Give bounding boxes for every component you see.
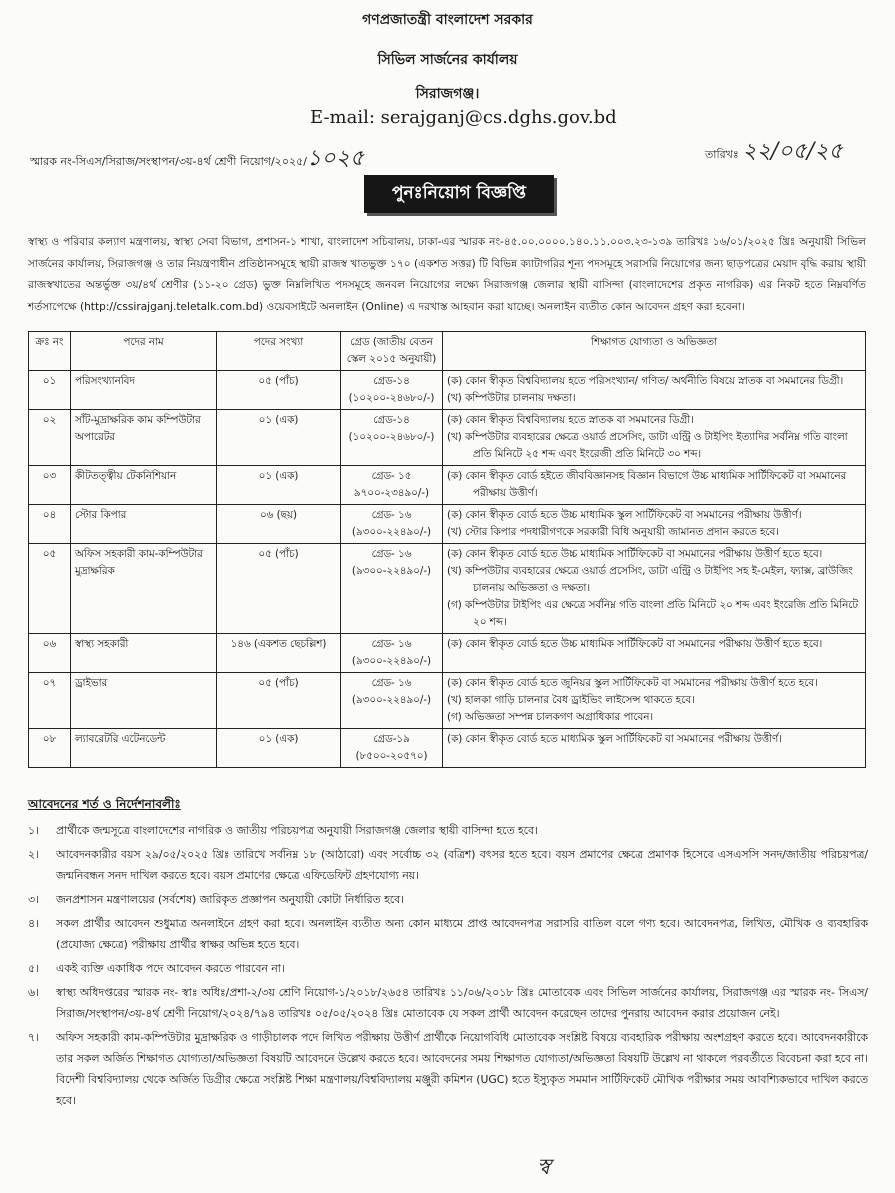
cell-serial <box>29 410 71 466</box>
condition-number: ৩। <box>28 893 39 906</box>
cell-grade <box>341 634 443 673</box>
serial-text: ০৭ <box>42 677 57 689</box>
date-value: ২২/০৫/২৫ <box>742 139 843 164</box>
post-count: ০১ (এক) <box>258 470 299 482</box>
qualification-item: (খ) কম্পিউটার ব্যবহারের ক্ষেত্রে ওয়ার্ড প্রসেসিং, ডাটা এন্ট্রি ও টাইপিং ইত্যাদির সর্বনিম্ন গতি বাংলা প্রতি মিনিটে ২৫ শব্দ এবং ইংরেজী প্রতি মিনিটে ৩০ শব্দ। <box>447 431 848 460</box>
grade-text: গ্রেড-১৪ <box>373 414 410 426</box>
table-row <box>29 729 866 768</box>
cell-grade <box>341 371 443 410</box>
qualification-item: (ক) কোন স্বীকৃত বোর্ড হইতে জীববিজ্ঞানসহ বিজ্ঞান বিভাগে উচ্চ মাধ্যমিক সার্টিফিকেট বা সমমানের পরীক্ষায় উত্তীর্ণ। <box>447 470 847 499</box>
cell-post <box>71 410 217 466</box>
condition-number: ৬। <box>28 986 39 999</box>
cell-count <box>217 371 341 410</box>
post-count: ০৫ (পাঁচ) <box>258 375 299 387</box>
condition-text: আবেদনকারীর বয়স ২৯/০৫/২০২৫ খ্রিঃ তারিখে সর্বনিম্ন ১৮ (আঠারো) এবং সর্বোচ্চ ৩২ (বত্রিশ) বৎসর হতে হবে। বয়স প্রমাণের ক্ষেত্রে প্রমাণক হিসেবে এসএসসি সনদ/জাতীয় পরিচয়পত্র/জন্মনিবন্ধন সনদ দাখিল করতে হবে। বয়স প্রমাণের ক্ষেত্রে এফিডেফিট গ্রহণযোগ্য নয়। <box>56 848 868 882</box>
post-count: ০৫ (পাঁচ) <box>258 548 299 560</box>
condition-item <box>28 844 868 886</box>
post-name: স্বাস্থ্য সহকারী <box>75 638 129 650</box>
serial-text: ০৬ <box>42 638 57 650</box>
condition-item <box>28 1027 868 1111</box>
table-row <box>29 505 866 544</box>
pay-scale: (১০২০০-২৪৬৮০/-) <box>348 392 435 404</box>
condition-number: ৭। <box>28 1031 39 1044</box>
memo-text: স্মারক নং-সিএস/সিরাজ/সংস্থাপন/৩য়-৪র্থ শ্রেণী নিয়োগ/২০২৫/ <box>30 155 307 168</box>
pay-scale: (১০২০০-২৪৬৮০/-) <box>348 431 435 443</box>
qualification-item: (ক) কোন স্বীকৃত বোর্ড হতে উচ্চ মাধ্যমিক স্কুল সার্টিফিকেট বা সমমানের পরীক্ষায় উত্তীর্ণ। <box>447 509 802 521</box>
grade-text: গ্রেড- ১৬ <box>371 638 412 650</box>
condition-text: একই ব্যক্তি একাধিক পদে আবেদন করতে পারবেন না। <box>56 962 285 975</box>
conditions-title: আবেদনের শর্ত ও নির্দেশনাবলীঃ <box>28 797 181 811</box>
cell-post <box>71 673 217 729</box>
cell-serial <box>29 505 71 544</box>
memo-number: ১০২৫ <box>306 146 365 171</box>
govt-title: গণপ্রজাতন্ত্রী বাংলাদেশ সরকার <box>362 12 533 28</box>
cell-qualification <box>443 505 866 544</box>
condition-item <box>28 913 868 955</box>
condition-number: ৫। <box>28 962 39 975</box>
cell-grade <box>341 410 443 466</box>
cell-serial <box>29 371 71 410</box>
condition-number: ৪। <box>28 917 39 930</box>
pay-scale: (৯৩০০-২২৪৯০/-) <box>351 565 432 577</box>
district-title: সিরাজগঞ্জ। <box>415 86 480 102</box>
qualification-item: (গ) অভিজ্ঞতা সম্পন্ন চালকগণ অগ্রাধিকার পাবেন। <box>447 711 654 723</box>
post-count: ১৪৬ (একশত ছেচল্লিশ) <box>230 638 327 650</box>
col-post: পদের নাম <box>71 332 217 371</box>
cell-serial <box>29 466 71 505</box>
pay-scale: (৯৩০০-২২৪৯০/-) <box>351 694 432 706</box>
cell-count <box>217 544 341 634</box>
qualification-item: (ক) কোন স্বীকৃত বিশ্ববিদ্যালয় হতে স্নাতক বা সমমানের ডিগ্রী। <box>447 414 694 426</box>
table-header-row <box>29 332 866 371</box>
qualification-item: (ক) কোন স্বীকৃত বোর্ড হতে জুনিয়র স্কুল সার্টিফিকেট বা সমমানের পরীক্ষায় উত্তীর্ণ হতে হবে। <box>447 677 818 689</box>
cell-serial <box>29 634 71 673</box>
cell-qualification <box>443 371 866 410</box>
qualification-item: (খ) কম্পিউটার চালনায় দক্ষতা। <box>447 392 576 404</box>
col-count: পদের সংখ্যা <box>217 332 341 371</box>
office-title: সিভিল সার্জনের কার্যালয় <box>377 52 518 68</box>
cell-post <box>71 544 217 634</box>
posts-table <box>28 331 866 768</box>
post-name: অফিস সহকারী কাম-কম্পিউটার মুদ্রাক্ষরিক <box>75 548 203 577</box>
condition-text: সকল প্রার্থীর আবেদন শুধুমাত্র অনলাইনে গ্রহণ করা হবে। অনলাইন ব্যতীত অন্য কোন মাধ্যমে প্রাপ্ত আবেদনপত্র সরাসরি বাতিল বলে গণ্য হবে। আবেদনপত্র, লিখিত, মৌখিক ও ব্যবহারিক (প্রযোজ্য ক্ষেত্রে) পরীক্ষায় প্রার্থীর স্বাক্ষর অভিন্ন হতে হবে। <box>56 917 868 951</box>
table-row <box>29 634 866 673</box>
signature: স্ব <box>537 1155 551 1180</box>
table-row <box>29 410 866 466</box>
grade-text: গ্রেড- ১৬ <box>371 509 412 521</box>
cell-count <box>217 634 341 673</box>
conditions-list <box>28 820 868 1114</box>
cell-qualification <box>443 410 866 466</box>
condition-text: অফিস সহকারী কাম-কম্পিউটার মুদ্রাক্ষরিক ও গাড়ীচালক পদে লিখিত পরীক্ষায় উত্তীর্ণ প্রার্থীকে নিয়োগবিধি মোতাবেক সংশ্লিষ্ট বিষয়ে ব্যবহারিক পরীক্ষায় অংশগ্রহণ করতে হবে। আবেদনকারীকে তার সকল অর্জিত শিক্ষাগত যোগ্যতা/অভিজ্ঞতা বিষয়টি আবেদনে উল্লেখ করতে হবে। আবেদনের সময় শিক্ষাগত যোগ্যতা/অভিজ্ঞতা বিষয়টি উল্লেখ না থাকলে পরবর্তীতে বিবেচনা করা হবে না। বিদেশী বিশ্ববিদ্যালয় থেকে অর্জিত ডিগ্রীর ক্ষেত্রে সংশ্লিষ্ট শিক্ষা মন্ত্রণালয়/বিশ্ববিদ্যালয় মঞ্জুরী কমিশন (UGC) হতে ইস্যুকৃত সমমান সার্টিফিকেট মৌখিক পরীক্ষার সময় আবশ্যিকভাবে দাখিল করতে হবে। <box>56 1031 868 1107</box>
condition-number: ২। <box>28 848 39 861</box>
cell-count <box>217 410 341 466</box>
qualification-item: (ক) কোন স্বীকৃত বোর্ড হতে উচ্চ মাধ্যমিক সার্টিফিকেট বা সমমানের পরীক্ষায় উত্তীর্ণ হতে হবে। <box>447 548 823 560</box>
post-count: ০১ (এক) <box>258 414 299 426</box>
intro-paragraph: স্বাস্থ্য ও পরিবার কল্যাণ মন্ত্রণালয়, স্বাস্থ্য সেবা বিভাগ, প্রশাসন-১ শাখা, বাংলাদেশ সচিবালয়, ঢাকা-এর স্মারক নং-৪৫.০০.০০০০.১৪০.১১.০০৩.২৩-১৩৯ তারিখঃ ১৬/০১/২০২৫ খ্রিঃ অনুযায়ী সিভিল সার্জনের কার্যালয়, সিরাজগঞ্জ ও তার নিয়ন্ত্রণাধীন প্রতিষ্ঠানসমূহে স্থায়ী রাজস্ব খাতভুক্ত ১৭০ (একশত সত্তর) টি বিভিন্ন ক্যাটাগরির শূন্য পদসমূহে সরাসরি নিয়োগের জন্য ছাড়পত্রের মেয়াদ বৃদ্ধি করায় স্থায়ী রাজস্বখাতের অন্তর্ভুক্ত ৩য়/৪র্থ শ্রেণীর (১১-২০ গ্রেড) ভুক্ত নিম্নলিখিত পদসমূহে জনবল নিয়োগের লক্ষ্যে সিরাজগঞ্জ জেলার স্থায়ী বাসিন্দা (বাংলাদেশের প্রকৃত নাগরিক) এর নিকট হতে নিম্নবর্ণিত শর্তসাপেক্ষে (http://cssirajganj.teletalk.com.bd) ওয়েবসাইটে অনলাইন (Online) এ দরখাস্ত আহবান করা যাচ্ছে। অনলাইন ব্যতীত কোন আবেদন গ্রহণ করা হবেনা। <box>28 236 866 313</box>
date-label: তারিখঃ <box>705 148 739 161</box>
grade-text: গ্রেড-১৪ <box>373 375 410 387</box>
grade-text: গ্রেড- ১৬ <box>371 548 412 560</box>
post-count: ০৫ (পাঁচ) <box>258 677 299 689</box>
office-email: E-mail: serajganj@cs.dghs.gov.bd <box>310 107 617 128</box>
qualification-item: (গ) কম্পিউটার টাইপিং এর ক্ষেত্রে সর্বনিম্ন গতি বাংলা প্রতি মিনিটে ২০ শব্দ এবং ইংরেজি প্রতি মিনিটে ২০ শব্দ। <box>447 599 859 628</box>
cell-grade <box>341 466 443 505</box>
condition-text: প্রার্থীকে জন্মসূত্রে বাংলাদেশের নাগরিক ও জাতীয় পরিচয়পত্র অনুযায়ী সিরাজগঞ্জ জেলার স্থায়ী বাসিন্দা হতে হবে। <box>56 824 538 837</box>
post-name: ল্যাবরেটরি এটেনডেন্ট <box>75 733 166 745</box>
condition-item <box>28 889 868 910</box>
qualification-item: (খ) কম্পিউটার ব্যবহারের ক্ষেত্রে ওয়ার্ড প্রসেসিং, ডাটা এন্ট্রি ও টাইপিং সহ ই-মেইল, ফ্যাক্স, ব্রাউজিং চালনায় অভিজ্ঞতা ও দক্ষতা। <box>447 565 853 594</box>
condition-text: জনপ্রশাসন মন্ত্রণালয়ের (সর্বশেষ) জারিকৃত প্রজ্ঞাপন অনুযায়ী কোটা নির্ধারিত হবে। <box>56 893 404 906</box>
grade-text: গ্রেড- ১৬ <box>371 677 412 689</box>
post-name: ড্রাইভার <box>75 677 108 689</box>
cell-serial <box>29 729 71 768</box>
serial-text: ০৩ <box>42 470 57 482</box>
condition-item <box>28 958 868 979</box>
condition-number: ১। <box>28 824 39 837</box>
serial-text: ০৫ <box>42 548 57 560</box>
qualification-item: (ক) কোন স্বীকৃত বোর্ড হতে উচ্চ মাধ্যমিক সার্টিফিকেট বা সমমানের পরীক্ষায় উত্তীর্ণ হতে হবে। <box>447 638 823 650</box>
col-serial: ক্রঃ নং <box>29 332 71 371</box>
notice-title: পুনঃনিয়োগ বিজ্ঞপ্তি <box>364 175 554 213</box>
table-row <box>29 544 866 634</box>
cell-grade <box>341 505 443 544</box>
cell-grade <box>341 673 443 729</box>
cell-grade <box>341 544 443 634</box>
cell-qualification <box>443 634 866 673</box>
memo-line <box>30 141 364 178</box>
cell-serial <box>29 544 71 634</box>
cell-serial <box>29 673 71 729</box>
col-grade: গ্রেড (জাতীয় বেতন স্কেল ২০১৫ অনুযায়ী) <box>341 332 443 371</box>
post-name: সাঁট-মুদ্রাক্ষরিক কাম কম্পিউটার অপারেটর <box>75 414 201 443</box>
cell-qualification <box>443 729 866 768</box>
cell-count <box>217 729 341 768</box>
qualification-item: (ক) কোন স্বীকৃত বিশ্ববিদ্যালয় হতে পরিসংখ্যান/ গণিত/ অর্থনীতি বিষয়ে স্নাতক বা সমমানের ডিগ্রী। <box>447 375 844 387</box>
post-name: স্টোর কিপার <box>75 509 127 521</box>
col-qualification: শিক্ষাগত যোগ্যতা ও অভিজ্ঞতা <box>443 332 866 371</box>
post-name: কীটতত্ত্বীয় টেকনিশিয়ান <box>75 470 177 482</box>
pay-scale: ৯৭০০-২৩৪৯০/-) <box>353 487 430 499</box>
cell-count <box>217 673 341 729</box>
table-row <box>29 466 866 505</box>
cell-post <box>71 371 217 410</box>
post-count: ০৬ (ছয়) <box>259 509 297 521</box>
cell-post <box>71 505 217 544</box>
cell-grade <box>341 729 443 768</box>
serial-text: ০১ <box>42 375 57 387</box>
qualification-item: (খ) স্টোর কিপার পদধারীগণকে সরকারী বিধি অনুযায়ী জামানত প্রদান করতে হবে। <box>447 526 779 538</box>
condition-item <box>28 820 868 841</box>
cell-count <box>217 466 341 505</box>
cell-qualification <box>443 673 866 729</box>
cell-post <box>71 466 217 505</box>
condition-item <box>28 982 868 1024</box>
pay-scale: (৯৩০০-২২৪৯০/-) <box>351 655 432 667</box>
pay-scale: (৮৫০০-২০৫৭০) <box>355 750 428 762</box>
grade-text: গ্রেড-১৯ <box>373 733 410 745</box>
qualification-item: (ক) কোন স্বীকৃত বোর্ড হতে মাধ্যমিক স্কুল সার্টিফিকেট বা সমমানের পরীক্ষায় উত্তীর্ণ। <box>447 733 782 745</box>
date-line <box>705 134 843 171</box>
post-count: ০১ (এক) <box>258 733 299 745</box>
grade-text: গ্রেড- ১৫ <box>371 470 412 482</box>
cell-count <box>217 505 341 544</box>
post-name: পরিসংখ্যানবিদ <box>75 375 135 387</box>
table-row <box>29 673 866 729</box>
cell-qualification <box>443 466 866 505</box>
cell-qualification <box>443 544 866 634</box>
serial-text: ০৪ <box>42 509 57 521</box>
cell-post <box>71 634 217 673</box>
serial-text: ০২ <box>42 414 57 426</box>
condition-text: স্বাস্থ্য অধিদপ্তরের স্মারক নং- স্বাঃ অধিঃ/প্রশা-২/৩য় শ্রেণি নিয়োগ-১/২০১৮/২৬৫৪ তারিখঃ ১১/০৬/২০১৮ খ্রিঃ মোতাবেক এবং সিভিল সার্জনের কার্যালয়, সিরাজগঞ্জ এর স্মারক নং- সিএস/সিরাজ/সংস্থাপন/৩য়-৪র্থ শ্রেণী নিয়োগ/২০২৪/৭৯৪ তারিখঃ ০৫/০৫/২০২৪ খ্রিঃ মোতাবেক যে সকল প্রার্থী আবেদন করেছেন তাদের পুনরায় আবেদন করার প্রয়োজন নেই। <box>56 986 868 1020</box>
cell-post <box>71 729 217 768</box>
pay-scale: (৯৩০০-২২৪৯০/-) <box>351 526 432 538</box>
qualification-item: (খ) হালকা গাড়ি চালনার বৈধ ড্রাইভিং লাইসেন্স থাকতে হবে। <box>447 694 695 706</box>
table-row <box>29 371 866 410</box>
serial-text: ০৮ <box>42 733 57 745</box>
